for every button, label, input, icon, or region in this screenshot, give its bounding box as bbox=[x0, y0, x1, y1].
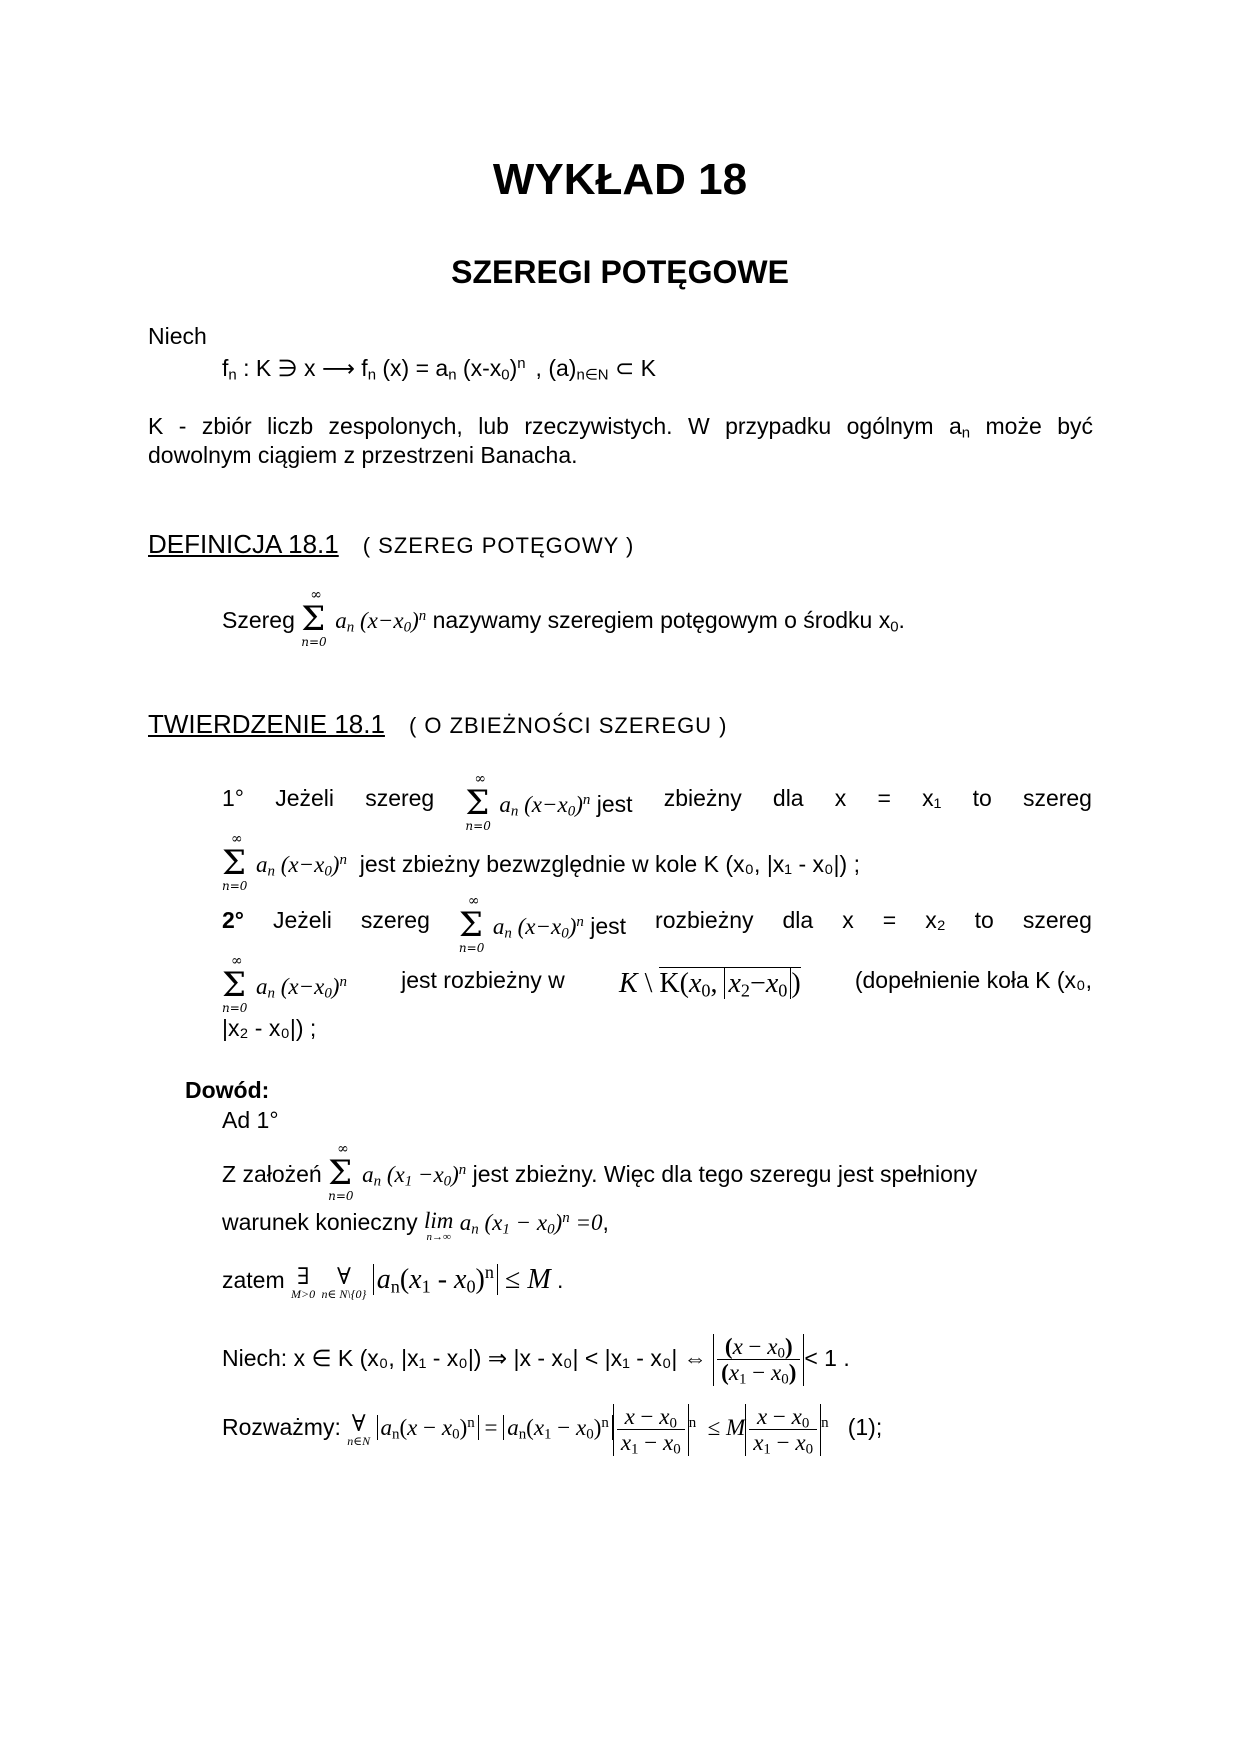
theorem-item2-line2: Σ ∞ n=0 $a_n$ $(x-x_0)^n$ jest rozbieżny w K \ $K(x_0$, $x_2-x_0$ ) (dopełnienie koła K (x₀, bbox=[222, 953, 1092, 1015]
theorem-item2-line1: 2° Jeżeli szereg Σ ∞ n=0 $a_n$ $(x-x_0)^n$ jest rozbieżny dla x = x₂ to szereg bbox=[222, 893, 1092, 955]
sum-symbol: Σ ∞ n=0 bbox=[458, 893, 485, 955]
proof-line5: Rozważmy: ∀ n∈N $a_n(x - x_0)^n = a_n(x_1 - x_0)^n$ $\frac{x - x_0}{x_1 - x_0}$ $^n$ ≤ M $\frac{x - x_0}{x_1 - x_0}$ $^n$ (1); bbox=[222, 1404, 883, 1459]
proof-ad: Ad 1° bbox=[222, 1107, 279, 1133]
sum-symbol: Σ ∞ n=0 bbox=[328, 1141, 354, 1203]
theorem-heading: TWIERDZENIE 18.1 ( O ZBIEŻNOŚCI SZEREGU ) bbox=[148, 709, 728, 739]
theorem-item1-line1: 1° Jeżeli szereg Σ ∞ n=0 $a_n$ $(x-x_0)^n$ jest zbieżny dla x = x₁ to szereg bbox=[222, 771, 1092, 833]
limit-symbol: lim n→∞ bbox=[424, 1208, 454, 1243]
theorem-item1-line2: Σ ∞ n=0 $a_n$ $(x-x_0)^n$ jest zbieżny bezwzględnie w kole K (x₀, |x₁ - x₀|) ; bbox=[222, 831, 860, 893]
sum-symbol: Σ ∞ n=0 bbox=[465, 771, 491, 833]
proof-line4: Niech: x ∈ K (x₀, |x₁ - x₀|) ⇒ |x - x₀| < |x₁ - x₀| ⇔ $\frac{(x - x_0)}{(x_1 - x_0)}$ < 1 . bbox=[222, 1334, 850, 1389]
sum-symbol: Σ ∞ n=0 bbox=[301, 587, 327, 649]
proof-line1: Z założeń Σ ∞ n=0 $a_n$ $(x_1 -x_0)^n$ jest zbieżny. Więc dla tego szeregu jest spełniony bbox=[222, 1141, 978, 1203]
sum-symbol: Σ ∞ n=0 bbox=[222, 953, 248, 1015]
sum-symbol: Σ ∞ n=0 bbox=[222, 831, 248, 893]
exists-quantifier: ∃ M>0 bbox=[291, 1264, 316, 1301]
theorem-item2-line3: |x₂ - x₀|) ; bbox=[222, 1015, 317, 1041]
proof-line3: zatem ∃ M>0 ∀ n∈ N\{0} $a_n(x_1 - x_0)^n \le M$ . bbox=[222, 1262, 564, 1301]
intro-formula: $f_n$ : K ∋ x ⟶ $f_n$ $(x) = a_n$ $(x-x_0)^n$ , $(a)_{n\in N}$ ⊂ K bbox=[222, 354, 656, 384]
page-title: WYKŁAD 18 bbox=[492, 155, 748, 204]
definition-text: Szereg Σ ∞ n=0 $a_n$ $(x-x_0)^n$ nazywamy szeregiem potęgowym o środku $x_0$. bbox=[222, 587, 905, 649]
forall-quantifier: ∀ n∈ N\{0} bbox=[321, 1264, 367, 1301]
proof-line2: warunek konieczny lim n→∞ $a_n$ $(x_1 - x_0)^n =0$, bbox=[222, 1208, 609, 1243]
forall-quantifier: ∀ n∈N bbox=[347, 1411, 371, 1449]
proof-heading: Dowód: bbox=[185, 1077, 270, 1103]
page-subtitle: SZEREGI POTĘGOWE bbox=[451, 254, 789, 290]
definition-heading: DEFINICJA 18.1 ( SZEREG POTĘGOWY ) bbox=[148, 529, 635, 559]
abs-fraction: $\frac{(x - x_0)}{(x_1 - x_0)}$ bbox=[713, 1334, 804, 1386]
intro-niech: Niech bbox=[148, 323, 207, 349]
intro-paragraph: K - zbiór liczb zespolonych, lub rzeczywistych. W przypadku ogólnym $a_n$ może być dowolnym ciągiem z przestrzeni Banacha. bbox=[148, 413, 1093, 468]
